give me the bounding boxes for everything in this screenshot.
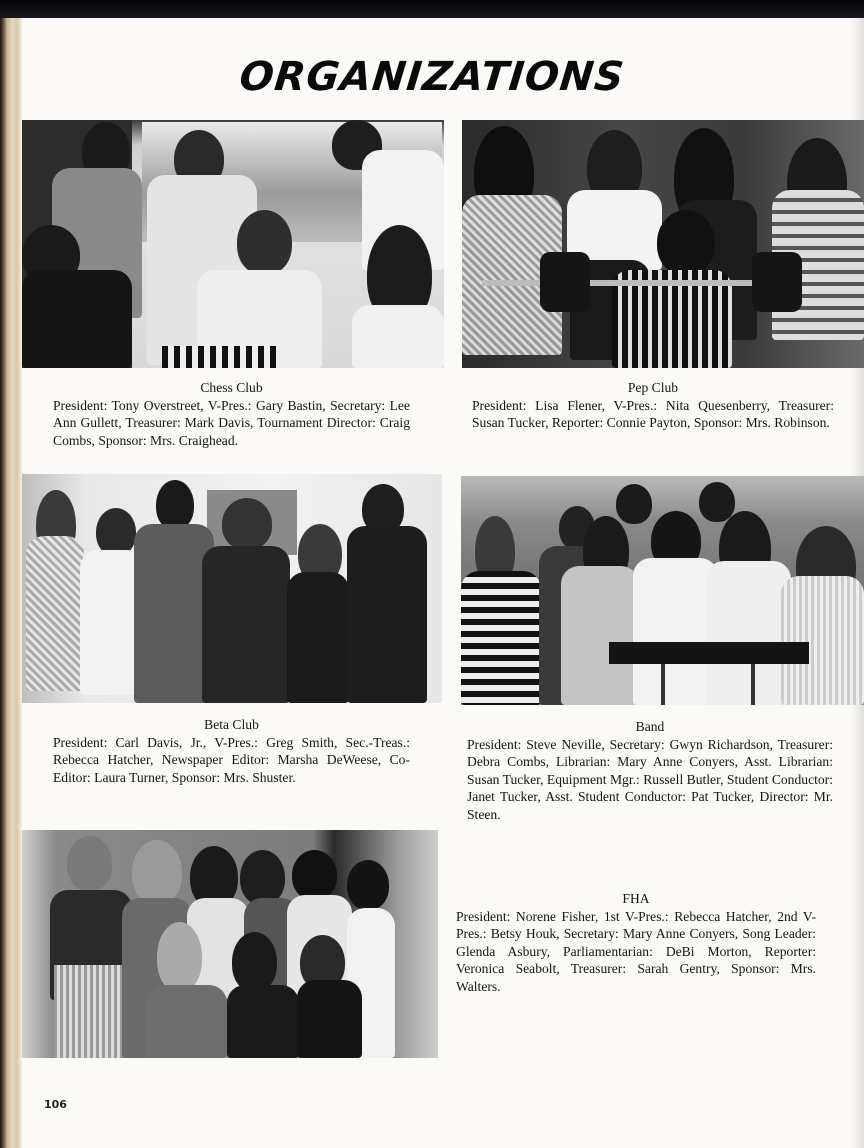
person [22,270,132,368]
person [706,561,791,705]
beta-club-officers: President: Carl Davis, Jr., V-Pres.: Greg Smith, Sec.-Treas.: Rebecca Hatcher, Newspaper Editor: Marsha DeWeese, Co-Editor: Laura Turner, Sponsor: Mrs. Shuster. [53,734,410,785]
music-stand [609,642,809,664]
music-stand-pole [751,664,755,705]
person [352,305,444,368]
person [461,571,541,705]
person [54,965,122,1058]
person [227,985,299,1058]
pep-club-caption [472,379,834,432]
person [132,840,182,905]
person [616,484,652,524]
beta-club-caption [53,716,410,786]
person [699,482,735,522]
page-title: ORGANIZATIONS [237,54,627,100]
person [657,210,715,275]
person [157,922,202,992]
chess-club-heading: Chess Club [200,380,263,395]
scan-top-edge [0,0,864,19]
person [232,932,277,992]
chess-club-officers: President: Tony Overstreet, V-Pres.: Gary Bastin, Secretary: Lee Ann Gullett, Treasurer: Mark Davis, Tournament Director: Craig Combs, Sponsor: Mrs. Craighead. [53,397,410,448]
beta-club-photo [22,474,442,703]
person [222,498,272,550]
person [561,566,639,705]
person [287,572,349,703]
person [237,210,292,275]
chess-club-caption [53,379,410,449]
fha-officers: President: Norene Fisher, 1st V-Pres.: Rebecca Hatcher, 2nd V-Pres.: Betsy Houk, Secretary: Mary Anne Conyers, Song Leader: Glenda Asbury, Parliamentarian: DeBi Morton, Reporter: Veronica Seabolt, Treasurer: Sarah Gentry, Sponsor: Mrs. Walters. [456,908,816,994]
book-spine-edge [0,18,22,1148]
fha-heading: FHA [622,891,650,906]
person [26,536,84,691]
person [67,836,112,891]
person [297,980,362,1058]
pep-club-heading: Pep Club [627,380,679,395]
band-photo [461,476,864,705]
barbell-weight [540,252,590,312]
person [202,546,290,703]
person [347,860,389,910]
barbell-weight [752,252,802,312]
chess-club-photo [22,120,444,368]
person [147,985,227,1058]
person [96,508,136,556]
person [292,850,337,900]
page-number: 106 [44,1098,67,1111]
person [781,576,864,705]
band-caption [467,718,833,823]
music-stand-pole [661,664,665,705]
pep-club-officers: President: Lisa Flener, V-Pres.: Nita Quesenberry, Treasurer: Susan Tucker, Reporter: Connie Payton, Sponsor: Mrs. Robinson. [472,397,834,430]
fha-photo [22,830,438,1058]
chess-board [162,346,282,368]
person [240,850,285,905]
band-heading: Band [635,719,665,734]
pep-club-photo [462,120,864,368]
person [156,480,194,530]
band-officers: President: Steve Neville, Secretary: Gwyn Richardson, Treasurer: Debra Combs, Librarian: Mary Anne Conyers, Asst. Librarian: Susan Tucker, Equipment Mgr.: Russell Butler, Student Conductor: Janet Tucker, Asst. Student Conductor: Pat Tucker, Director: Mr. Steen. [467,736,833,822]
beta-club-heading: Beta Club [204,717,259,732]
person [347,526,427,703]
fha-caption [456,890,816,995]
